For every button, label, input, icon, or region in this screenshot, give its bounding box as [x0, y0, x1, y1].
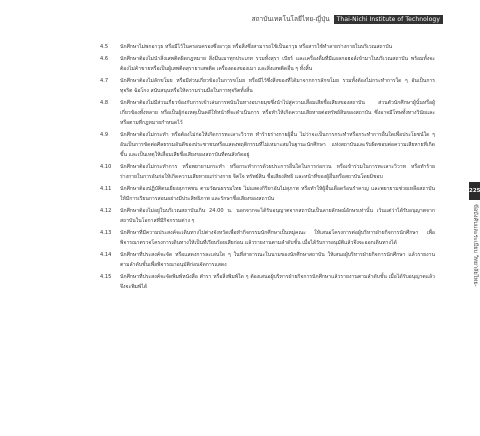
- clause-4-11: [100, 184, 435, 204]
- clause-number: 4.10: [100, 164, 112, 170]
- clause-4-5: [100, 42, 435, 52]
- clause-4-10: [100, 162, 435, 182]
- clause-4-7: [100, 76, 435, 96]
- section-side-label: ข้อบังคับและระเบียบ วิทยาลัยไทย-: [472, 204, 478, 287]
- clause-4-13: [100, 228, 435, 248]
- clause-number: 4.15: [100, 274, 112, 280]
- clause-text: นักศึกษาต้องไม่อยู่ในบริเวณสถาบันเกิน 24.00 น. นอกจากจะได้รับอนุญาตจากสถาบันเป็นลายลักษณ์อักษรเท่านั้น เว้นแต่ว่าได้รับอนุญาตจากสถาบันในโอกาสที่มีกิจกรรมต่าง ๆ: [120, 208, 435, 224]
- clause-text: นักศึกษาต้องปฏิบัติตนเยี่ยงสุภาพชน ตามวัฒนธรรมไทย ไม่แสดงกิริยาอันไม่สุภาพ หรือทำให้ผู้อื่นเดือดร้อนรำคาญ และพยายามช่วยเหลือสถาบันให้มีการเรียนการสอนอย่างมีประสิทธิภาพ และรักษาชื่อเสียงของสถาบัน: [120, 186, 435, 202]
- clause-text: นักศึกษาต้องไม่ลักขโมย หรือมีส่วนเกี่ยวข้องในการขโมย หรือมีไว้ซึ่งสิ่งของที่ได้มาจากการลักขโมย รวมทั้งต้องไม่กระทำการใด ๆ อันเป็นการทุจริต ฉ้อโกง สนับสนุนหรือให้ความร่วมมือในการทุจริตทั้งสิ้น: [120, 78, 435, 94]
- clause-number: 4.12: [100, 208, 112, 214]
- institute-name-thai: สถาบันเทคโนโลยีไทย-ญี่ปุ่น: [251, 15, 330, 23]
- regulation-body: [100, 42, 435, 292]
- page-number-tab: 225: [469, 182, 480, 200]
- clause-text: นักศึกษาที่ประสงค์จะจัดพิมพ์หนังสือ ตำรา หรือสิ่งพิมพ์ใด ๆ ต้องเสนอผู้บริหารฝ่ายกิจการนักศึกษาแล้วรายงานตามลำดับชั้น เมื่อได้รับอนุญาตแล้วจึงจะพิมพ์ได้: [120, 274, 435, 290]
- clause-text: นักศึกษาที่มีความประสงค์จะเดินทางไปต่างจังหวัดเพื่อทำกิจกรรมนักศึกษาเป็นหมู่คณะ ให้เสนอโครงการต่อผู้บริหารฝ่ายกิจการนักศึกษา เพื่อพิจารณาตรวจโครงการเดินทางให้เป็นที่เรียบร้อยเสียก่อน แล้วรายงานตามลำดับชั้น เมื่อได้รับการอนุมัติแล้วจึงจะออกเดินทางได้: [120, 230, 435, 246]
- clause-4-14: [100, 250, 435, 270]
- clause-number: 4.14: [100, 252, 112, 258]
- clause-number: 4.11: [100, 186, 112, 192]
- clause-number: 4.7: [100, 78, 109, 84]
- clause-number: 4.8: [100, 100, 109, 106]
- clause-4-6: [100, 54, 435, 74]
- clause-number: 4.5: [100, 44, 109, 50]
- clause-number: 4.6: [100, 56, 109, 62]
- clause-number: 4.9: [100, 132, 109, 138]
- clause-text: นักศึกษาต้องไม่นำสิ่งเสพติดผิดกฎหมาย สิ่งมึนเมาทุกประเภท รวมทั้งสุรา เบียร์ และเครื่องดื่มที่มีแอลกอฮอล์เข้ามาในบริเวณสถาบัน พร้อมทั้งจะต้องไม่ค้าขายหรือเป็นผู้เสพติดสุรายาเสพติด เครื่องดองของเมา และสิ่งเสพติดอื่น ๆ ทั้งสิ้น: [120, 56, 435, 72]
- clause-text: นักศึกษาที่ประสงค์จะจัด หรือแสดงการละเล่นใด ๆ ในที่สาธารณะในนามของนักศึกษาสถาบัน ให้เสนอผู้บริหารฝ่ายกิจการนักศึกษา แล้วรายงานตามลำดับชั้นเพื่อพิจารณาอนุมัติก่อนจัดการแสดง: [120, 252, 435, 268]
- clause-text: นักศึกษาต้องไม่กระทำ หรือต้องไม่ก่อให้เกิดการทะเลาะวิวาท ทำร้ายร่างกายผู้อื่น ไม่ว่าจะเป็นการกระทำหรือกระทำการอื่นใดเพื่อประโยชน์ใด ๆ อันเป็นการขัดต่อศีลธรรมอันดีของประชาชนหรือแสดงพฤติกรรมที่ไม่เหมาะสมในฐานะนักศึกษา แห่งสถาบันและรับผิดชอบต่อความเสียหายที่เกิดขึ้น และเป็นเหตุให้เสื่อมเสียชื่อเสียงของสถาบันที่ตนสังกัดอยู่: [120, 132, 435, 158]
- clause-4-12: [100, 206, 435, 226]
- clause-4-9: [100, 130, 435, 160]
- clause-4-8: [100, 98, 435, 128]
- clause-text: นักศึกษาต้องไม่กระทำการ หรือพยายามกระทำ หรือกระทำการด้วยประการอื่นใดในการก่อกวน หรือเข้าร่วมในการทะเลาะวิวาท หรือทำร้ายร่างกายในการอันก่อให้เกิดความเสียหายแก่ร่างกาย จิตใจ ทรัพย์สิน ชื่อเสียงสิทธิ และหน้าที่ของผู้อื่นหรือสถาบันโดยมิชอบ: [120, 164, 435, 180]
- clause-number: 4.13: [100, 230, 112, 236]
- page-header: [252, 14, 443, 24]
- institute-name-badge: Thai-Nichi Institute of Technology: [334, 15, 443, 24]
- clause-text: นักศึกษาต้องไม่มีส่วนเกี่ยวข้องกับการเข้าเล่นการพนันในทางอบายมุขซึ่งนำไปสู่ความเสื่อมเสียชื่อเสียงของสถาบัน ส่วนตัวนักศึกษาผู้นั้นหรือผู้เกี่ยวข้องทั้งหลาย หรือเป็นผู้ก่อเหตุเป็นคดีให้หน้าที่จะดำเนินการ หรือทำให้เกิดความเสียหายต่อทรัพย์สินของสถาบัน ซึ่งอาจมีโทษทั้งทางวินัยและ หรือตามที่กฎหมายกำหนดไว้: [120, 100, 435, 126]
- clause-4-15: [100, 272, 435, 292]
- clause-text: นักศึกษาไม่พกอาวุธ หรือมีไว้ในครอบครองซึ่งอาวุธ หรือสิ่งซึ่งสามารถใช้เป็นอาวุธ หรือสารใช้ทำลายร่างกายในบริเวณสถาบัน: [120, 44, 393, 50]
